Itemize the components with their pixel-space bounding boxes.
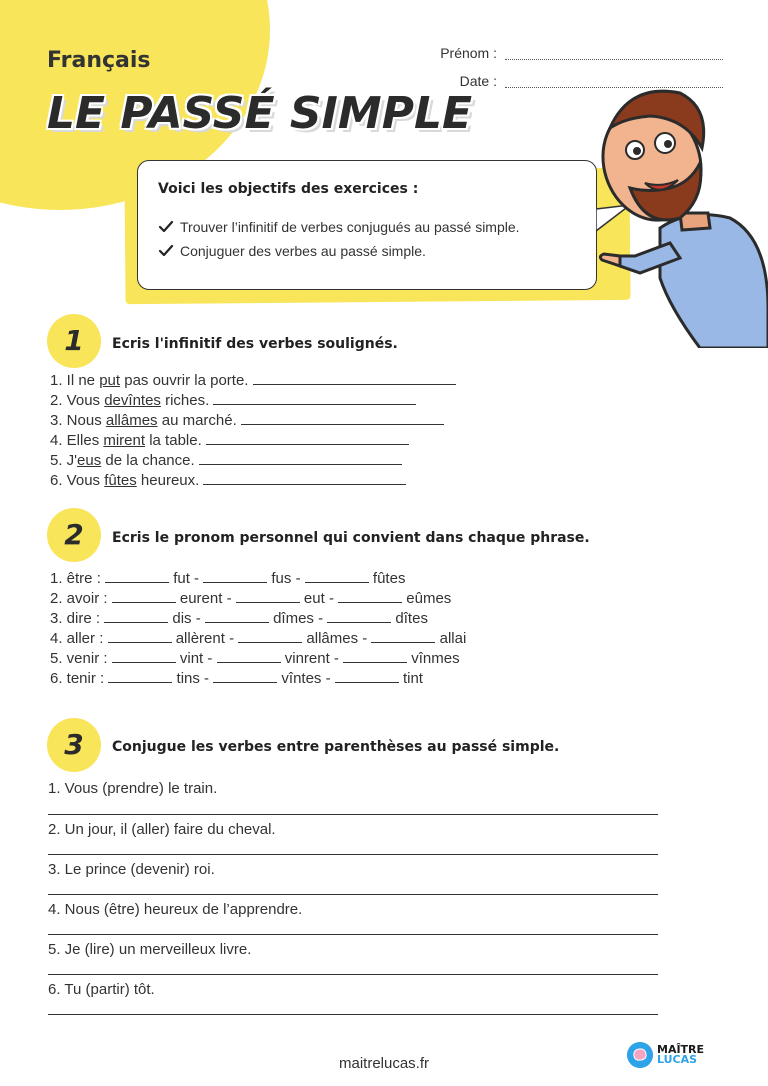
answer-blank[interactable] (105, 570, 169, 583)
objective-text: Conjuguer des verbes au passé simple. (180, 243, 426, 259)
underlined-verb: allâmes (105, 412, 158, 429)
exercise-2-line: 6. tenir : tins - vîntes - tint (50, 670, 423, 687)
prenom-dotted-line[interactable] (505, 45, 723, 60)
answer-blank[interactable] (112, 590, 176, 603)
answer-blank[interactable] (217, 650, 281, 663)
date-field[interactable] (427, 73, 723, 89)
answer-blank[interactable] (253, 372, 456, 385)
answer-blank[interactable] (338, 590, 402, 603)
teacher-illustration (590, 88, 768, 348)
brain-logo-icon (627, 1042, 653, 1068)
exercise-1-line: 3. Nous allâmes au marché. (50, 412, 444, 429)
objective-text: Trouver l’infinitif de verbes conjugués au passé simple. (180, 219, 520, 235)
answer-line[interactable] (48, 854, 658, 855)
prenom-field[interactable] (427, 45, 723, 61)
answer-blank[interactable] (104, 610, 168, 623)
question-text: 2. Un jour, il (aller) faire du cheval. (48, 821, 276, 838)
answer-line[interactable] (48, 974, 658, 975)
exercise-1-line: 5. J'eus de la chance. (50, 452, 402, 469)
underlined-verb: devîntes (104, 392, 161, 409)
objectives-title: Voici les objectifs des exercices : (158, 181, 419, 197)
date-label: Date : (459, 73, 497, 89)
subject-label: Français (47, 48, 151, 73)
answer-blank[interactable] (241, 412, 444, 425)
objective-item (158, 243, 426, 259)
answer-blank[interactable] (371, 630, 435, 643)
question-text: 1. Vous (prendre) le train. (48, 780, 218, 797)
exercise-2-line: 2. avoir : eurent - eut - eûmes (50, 590, 452, 607)
logo-text: MAÎTRE LUCAS (657, 1043, 705, 1066)
exercise-1-line: 1. Il ne put pas ouvrir la porte. (50, 372, 456, 389)
date-dotted-line[interactable] (505, 73, 723, 88)
section-1-number: 1 (47, 314, 101, 368)
exercise-2-line: 5. venir : vint - vinrent - vînmes (50, 650, 460, 667)
underlined-verb: put (99, 372, 121, 389)
answer-blank[interactable] (238, 630, 302, 643)
answer-line[interactable] (48, 894, 658, 895)
answer-blank[interactable] (327, 610, 391, 623)
answer-line[interactable] (48, 814, 658, 815)
answer-blank[interactable] (206, 432, 409, 445)
footer-site[interactable]: maitrelucas.fr (338, 1055, 430, 1072)
check-icon (158, 219, 174, 235)
section-2-number: 2 (47, 508, 101, 562)
section-2-title: Ecris le pronom personnel qui convient dans chaque phrase. (112, 530, 590, 546)
objective-item (158, 219, 520, 235)
answer-blank[interactable] (203, 472, 406, 485)
answer-blank[interactable] (205, 610, 269, 623)
answer-blank[interactable] (199, 452, 402, 465)
section-1-title: Ecris l'infinitif des verbes soulignés. (112, 336, 398, 352)
section-3-title: Conjugue les verbes entre parenthèses au passé simple. (112, 739, 560, 755)
answer-blank[interactable] (343, 650, 407, 663)
answer-blank[interactable] (305, 570, 369, 583)
exercise-1-line: 6. Vous fûtes heureux. (50, 472, 406, 489)
answer-line[interactable] (48, 934, 658, 935)
question-text: 3. Le prince (devenir) roi. (48, 861, 215, 878)
section-3-number: 3 (47, 718, 101, 772)
question-text: 6. Tu (partir) tôt. (48, 981, 155, 998)
answer-blank[interactable] (108, 670, 172, 683)
exercise-1-line: 4. Elles mirent la table. (50, 432, 409, 449)
objectives-box (137, 160, 597, 290)
exercise-2-line: 1. être : fut - fus - fûtes (50, 570, 406, 587)
exercise-2-line: 4. aller : allèrent - allâmes - allai (50, 630, 467, 647)
page-title: LE PASSÉ SIMPLE (47, 88, 473, 139)
answer-blank[interactable] (112, 650, 176, 663)
prenom-label: Prénom : (440, 45, 497, 61)
answer-blank[interactable] (236, 590, 300, 603)
exercise-1-line: 2. Vous devîntes riches. (50, 392, 416, 409)
question-text: 4. Nous (être) heureux de l’apprendre. (48, 901, 303, 918)
answer-line[interactable] (48, 1014, 658, 1015)
check-icon (158, 243, 174, 259)
underlined-verb: mirent (103, 432, 146, 449)
answer-blank[interactable] (108, 630, 172, 643)
answer-blank[interactable] (335, 670, 399, 683)
answer-blank[interactable] (213, 670, 277, 683)
brand-logo (627, 1042, 704, 1068)
answer-blank[interactable] (213, 392, 416, 405)
underlined-verb: fûtes (104, 472, 137, 489)
answer-blank[interactable] (203, 570, 267, 583)
exercise-2-line: 3. dire : dis - dîmes - dîtes (50, 610, 428, 627)
underlined-verb: eus (77, 452, 102, 469)
question-text: 5. Je (lire) un merveilleux livre. (48, 941, 252, 958)
